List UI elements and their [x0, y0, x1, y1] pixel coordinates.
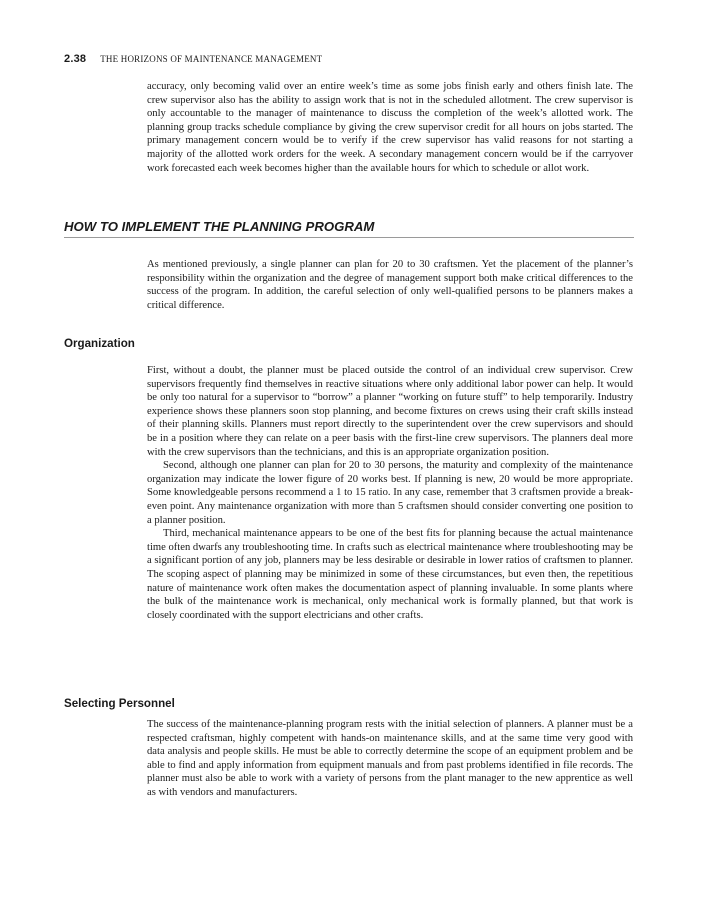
section-intro-text: [147, 258, 633, 312]
selecting-personnel-paragraph: The success of the maintenance-planning program rests with the initial selection of planners. A planner must be a respected craftsman, highly competent with hands-on maintenance skills, and at the same time very good with data analysis and people skills. He must be able to correctly determine the scope of an equipment problem and be able to find and apply information from equipment manuals and from past problems identified in file records. The planner must also be able to work with a variety of persons from the plant manager to the new apprentice as well as with vendors and manufacturers.: [147, 719, 633, 798]
organization-paragraph-1: First, without a doubt, the planner must be placed outside the control of an individual crew supervisor. Crew supervisors frequently find themselves in reactive situations where only additional labor power can help. It would be only too natural for a supervisor to “borrow” a planner “working on future stuff” to help temporarily. Industry experience shows these planners soon stop planning, and become fixtures on crews using their craft skills instead of their planning skills. Planners must report directly to the superintendent over the crew supervisors and should be in a position where they can relate on a peer basis with the first-line crew supervisors. The planners deal more with the crew supervisors than the technicians, and this is an appropriate organization position.: [147, 365, 633, 458]
organization-paragraph-2: Second, although one planner can plan for 20 to 30 persons, the maturity and complexity of the maintenance organization may indicate the lower figure of 20 works best. If planning is new, 20 would be more appropriate. Some knowledgeable persons recommend a 1 to 15 ratio. In any case, remember that 3 craftsmen provide a break-even point. Any maintenance organization with more than 5 craftsmen should consider converting one position to a planner position.: [147, 460, 633, 526]
page-number: 2.38: [64, 53, 87, 65]
section-heading: HOW TO IMPLEMENT THE PLANNING PROGRAM: [64, 219, 634, 238]
organization-text: [147, 364, 633, 622]
selecting-personnel-heading: Selecting Personnel: [64, 697, 175, 710]
book-title: THE HORIZONS OF MAINTENANCE MANAGEMENT: [100, 54, 323, 64]
intro-text: [147, 80, 633, 175]
selecting-personnel-text: [147, 718, 633, 800]
organization-paragraph-3: Third, mechanical maintenance appears to be one of the best fits for planning because the actual maintenance time often dwarfs any troubleshooting time. In crafts such as electrical maintenance where troubleshooting may be a significant portion of any job, planners may be less desirable or desirable in lower ratios of craftsmen to planner. The scoping aspect of planning may be minimized in some of these circumstances, but even then, the repetitious nature of maintenance work often makes the documentation aspect of planning invaluable. In some plants where the bulk of the maintenance work is mechanical, only mechanical work is formally planned, but that work is closely coordinated with the support electricians and other crafts.: [147, 528, 633, 621]
intro-paragraph: accuracy, only becoming valid over an entire week’s time as some jobs finish early and others finish late. The crew supervisor also has the ability to assign work that is not in the scheduled allotment. The crew supervisor is only accountable to the manager of maintenance to discuss the completion of the week’s allotted work. The planning group tracks schedule compliance by giving the crew supervisor credit for all hours on jobs started. The primary management concern would be to verify if the crew supervisor has valid reasons for not starting a majority of the allotted work orders for the week. A secondary management concern would be if the carryover work forecasted each week becomes higher than the available hours for which to schedule or allot work.: [147, 81, 633, 174]
organization-heading: Organization: [64, 337, 135, 350]
running-head: [64, 53, 322, 65]
section-paragraph: As mentioned previously, a single planner can plan for 20 to 30 craftsmen. Yet the placement of the planner’s responsibility within the organization and the degree of management support both make critical differences to the success of the program. In addition, the careful selection of only well-qualified persons to be planners makes a critical difference.: [147, 259, 633, 311]
